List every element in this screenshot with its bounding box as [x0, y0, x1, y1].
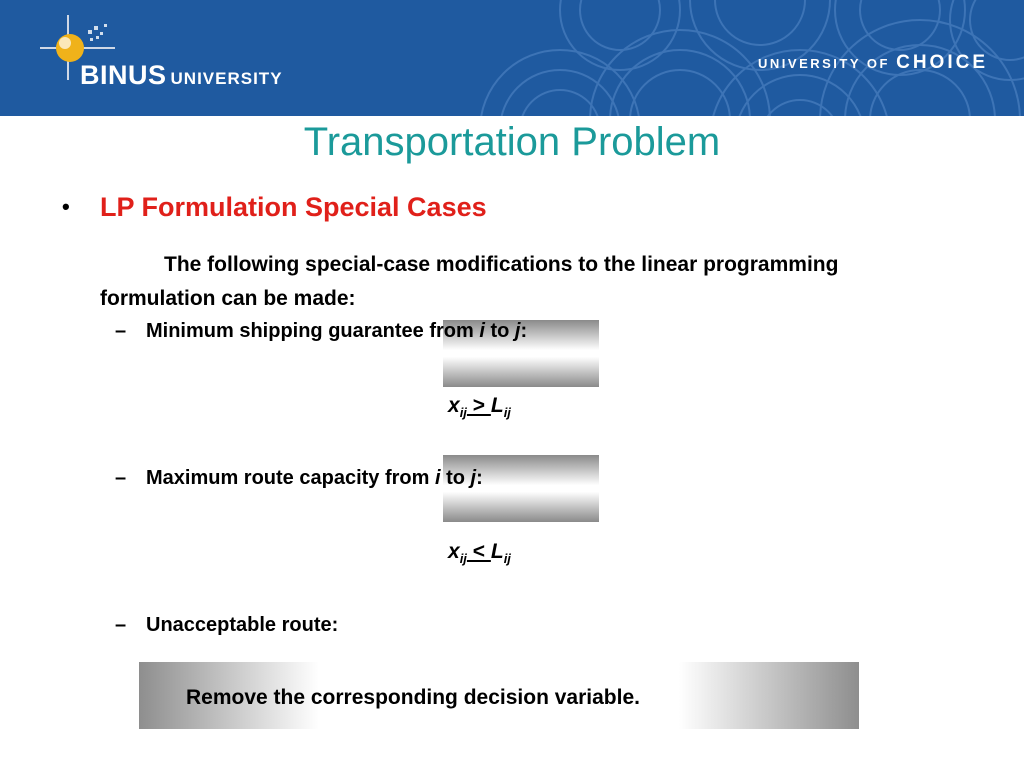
eq2-op: <	[466, 540, 491, 563]
eq2-sub: ij	[459, 551, 467, 567]
university-tagline	[758, 52, 988, 74]
logo-university: UNIVERSITY	[170, 69, 283, 88]
logo-brand: BINUS	[80, 60, 167, 90]
eq2-x: x	[448, 540, 460, 563]
section-heading: LP Formulation Special Cases	[100, 192, 487, 222]
intro-paragraph	[100, 248, 860, 316]
dash-symbol: –	[115, 320, 127, 342]
dash-symbol: –	[115, 614, 127, 636]
equation-max	[448, 540, 511, 566]
eq1-x: x	[448, 394, 460, 417]
eq2-sub2: ij	[503, 551, 511, 567]
slide-title: Transportation Problem	[303, 120, 721, 164]
case2-label: Maximum route capacity from	[146, 467, 435, 489]
bullet-symbol: •	[62, 194, 70, 219]
case2-j: j	[470, 467, 477, 489]
equation-min	[448, 394, 511, 420]
case-min-guarantee	[146, 320, 527, 343]
case2-colon: :	[476, 467, 483, 489]
case-unacceptable-route: Unacceptable route:	[146, 614, 339, 636]
eq1-op: >	[466, 394, 491, 417]
header-banner	[0, 0, 1024, 116]
case1-i: i	[479, 320, 485, 342]
eq2-L: L	[490, 540, 504, 563]
logo-text	[80, 60, 283, 91]
eq1-L: L	[490, 394, 504, 417]
case2-i: i	[434, 467, 441, 489]
eq1-sub2: ij	[503, 405, 511, 421]
case1-colon: :	[520, 320, 528, 342]
intro-text: The following special-case modifications to the linear programming formulation can be made:	[100, 253, 839, 310]
case1-to: to	[484, 320, 515, 342]
dash-symbol: –	[115, 467, 127, 489]
tagline-choice: CHOICE	[896, 52, 988, 73]
tagline-prefix: UNIVERSITY OF	[758, 56, 890, 71]
case1-label: Minimum shipping guarantee from	[146, 320, 480, 342]
case-max-capacity	[146, 467, 483, 490]
remove-variable-text: Remove the corresponding decision variable.	[186, 686, 640, 709]
eq1-sub: ij	[459, 405, 467, 421]
case2-to: to	[440, 467, 471, 489]
case1-j: j	[514, 320, 521, 342]
